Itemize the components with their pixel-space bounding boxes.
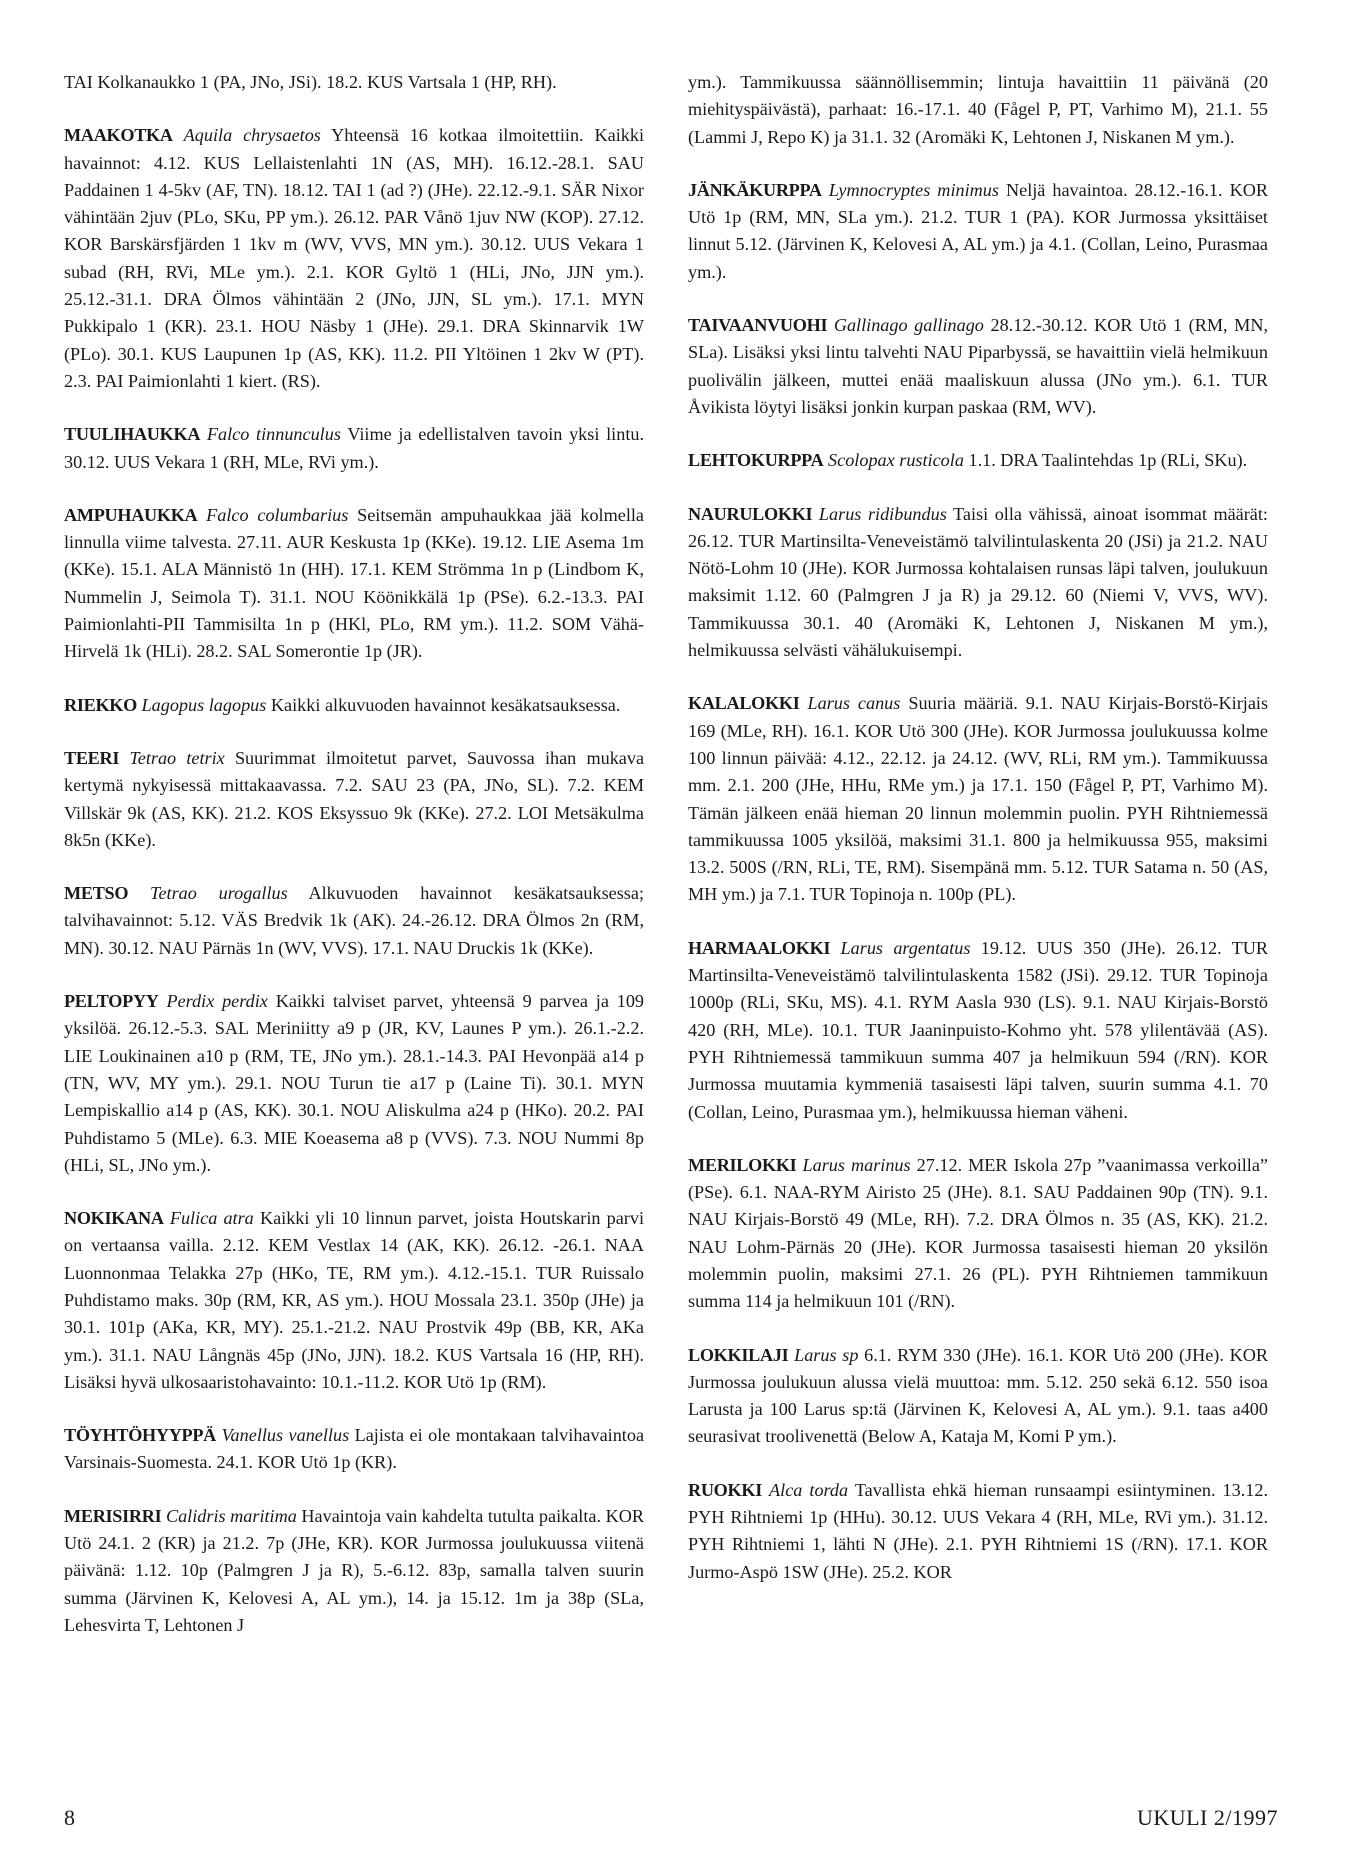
right-column: [688, 69, 1268, 1612]
entry-text: Yhteensä 16 kotkaa ilmoitettiin. Kaikki havainnot: 4.12. KUS Lellaistenlahti 1N (AS, MH). 16.12.-28.1. SAU Paddainen 1 4-5kv (AF, TN). 18.12. TAI 1 (ad ?) (JHe). 22.12.-9.1. SÄR Nixor vähintään 2juv (PLo, SKu, PP ym.). 26.12. PAR Vånö 1juv NW (KOP). 27.12. KOR Barskärsfjärden 1 1kv m (WV, VVS, MN ym.). 30.12. UUS Vekara 1 subad (RH, RVi, MLe ym.). 2.1. KOR Gyltö 1 (HLi, JNo, JJN ym.). 25.12.-31.1. DRA Ölmos vähintään 2 (JNo, JJN, SL ym.). 17.1. MYN Pukkipalo 1 (KR). 23.1. HOU Näsby 1 (JHe). 29.1. DRA Skinnarvik 1W (PLo). 30.1. KUS Laupunen 1p (AS, KK). 11.2. PII Yltöinen 1 2kv W (PT). 2.3. PAI Paimionlahti 1 kiert. (RS).: [64, 125, 645, 391]
entry-text: Suuria määriä. 9.1. NAU Kirjais-Borstö-Kirjais 169 (MLe, RH). 16.1. KOR Utö 300 (JHe). KOR Jurmossa joulukuussa kolme 100 linnun päivää: 4.12., 22.12. ja 24.12. (WV, RLi, RM ym.). Tammikuussa mm. 2.1. 200 (JHe, HHu, RMe ym.) ja 17.1. 150 (Fågel P, PT, Varhimo M). Tämän jälkeen enää hieman 20 linnun molemmin puolin. PYH Rihtniemessä tammikuussa 1005 yksilöä, maksimi 31.1. 800 ja helmikuussa 955, maksimi 13.2. 500S (/RN, RLi, TE, RM). Sisempänä mm. 5.12. TUR Satama n. 50 (AS, MH ym.) ja 7.1. TUR Topinoja n. 100p (PL).: [688, 693, 1269, 905]
scientific-name: Scolopax rusticola: [828, 450, 964, 471]
entry-text: Alkuvuoden havainnot kesäkatsauksessa; talvihavainnot: 5.12. VÄS Bredvik 1k (AK). 24.-26.12. DRA Ölmos 2n (RM, MN). 30.12. NAU Pärnäs 1n (WV, VVS). 17.1. NAU Druckis 1k (KKe).: [64, 883, 645, 958]
entry-text: 1.1. DRA Taalintehdas 1p (RLi, SKu).: [968, 450, 1248, 471]
scientific-name: Gallinago gallinago: [833, 315, 984, 336]
scientific-name: Calidris maritima: [165, 1505, 297, 1526]
scientific-name: Larus sp: [794, 1344, 859, 1365]
scientific-name: Larus argentatus: [840, 937, 971, 958]
scientific-name: Falco columbarius: [206, 504, 349, 525]
entry-lehtokurppa: [688, 447, 1268, 474]
entry-text: 28.12.-30.12. KOR Utö 1 (RM, MN, SLa). Lisäksi yksi lintu talvehti NAU Piparbyssä, se havaittiin vielä helmikuun puolivälin jälkeen, muttei enää maaliskuun alussa (JNo ym.). 6.1. TUR Åvikista löytyi lisäksi jonkin kurpan paskaa (RM, WV).: [688, 315, 1268, 417]
scientific-name: Perdix perdix: [166, 991, 268, 1012]
scientific-name: Fulica atra: [169, 1208, 254, 1229]
entry-continuation: [64, 69, 644, 96]
entry-taivaanvuohi: [688, 312, 1268, 421]
entry-merilokki: [688, 1152, 1268, 1316]
entry-text: Suurimmat ilmoitetut parvet, Sauvossa ihan mukava kertymä nykyisessä mittakaavassa. 7.2. SAU 23 (PA, JNo, SL). 7.2. KEM Villskär 9k (AS, KK). 21.2. KOS Eksyssuo 9k (KKe). 27.2. LOI Metsäkulma 8k5n (KKe).: [64, 747, 645, 850]
entry-teeri: [64, 745, 644, 854]
entry-lokkilaji: [688, 1342, 1268, 1451]
species-name: PELTOPYY: [64, 991, 159, 1012]
entry-text: TAI Kolkanaukko 1 (PA, JNo, JSi). 18.2. KUS Vartsala 1 (HP, RH).: [64, 72, 557, 92]
scientific-name: Tetrao tetrix: [129, 747, 225, 768]
entry-naurulokki: [688, 501, 1268, 665]
entry-text: Kaikki alkuvuoden havainnot kesäkatsauksessa.: [270, 694, 621, 715]
entry-nokikana: [64, 1205, 644, 1396]
species-name: JÄNKÄKURPPA: [688, 179, 822, 200]
entry-text: Kaikki yli 10 linnun parvet, joista Houtskarin parvi on vertaansa vailla. 2.12. KEM Vestlax 14 (AK, KK). 26.12. -26.1. NAA Luonnonmaa Telakka 27p (HKo, TE, RM ym.). 4.12.-15.1. TUR Ruissalo Puhdistamo maks. 30p (RM, KR, AS ym.). HOU Mossala 23.1. 350p (JHe) ja 30.1. 101p (AKa, KR, MY). 25.1.-21.2. NAU Prostvik 49p (BB, KR, AKa ym.). 31.1. NAU Långnäs 45p (JNo, JJN). 18.2. KUS Vartsala 16 (HP, RH). Lisäksi hyvä ulkosaaristohavainto: 10.1.-11.2. KOR Utö 1p (RM).: [64, 1208, 645, 1392]
entry-text: Taisi olla vähissä, ainoat isommat määrät: 26.12. TUR Martinsilta-Veneveistämö talvilintulaskenta 20 (JSi) ja 21.2. NAU Nötö-Lohm 10 (JHe). KOR Jurmossa kohtalaisen runsas läpi talven, joulukuun maksimit 1.12. 60 (Palmgren J ja R) ja 29.12. 60 (Niemi V, VVS, WV). Tammikuussa 30.1. 40 (Aromäki K, Lehtonen J, Niskanen M ym.), helmikuussa selvästi vähälukuisempi.: [688, 503, 1268, 661]
entry-tuulihaukka: [64, 421, 644, 476]
scientific-name: Tetrao urogallus: [150, 883, 288, 904]
entry-toyhtohyyppa: [64, 1422, 644, 1477]
species-name: TAIVAANVUOHI: [688, 315, 828, 336]
scientific-name: Larus canus: [807, 693, 901, 714]
scientific-name: Aquila chrysaetos: [183, 125, 321, 146]
entry-text: 19.12. UUS 350 (JHe). 26.12. TUR Martinsilta-Veneveistämö talvilintulaskenta 1582 (JSi). 29.12. TUR Topinoja 1000p (RLi, SKu, MS). 4.1. RYM Aasla 930 (LS). 9.1. NAU Kirjais-Borstö 420 (RH, MLe). 10.1. TUR Jaaninpuisto-Kohmo yht. 578 ylilentävää (AS). PYH Rihtniemessä tammikuun summa 407 ja helmikuun 594 (/RN). KOR Jurmossa muutamia kymmeniä tasaisesti läpi talven, suurin summa 4.1. 70 (Collan, Leino, Purasmaa ym.), helmikuussa hieman väheni.: [688, 937, 1269, 1122]
species-name: HARMAALOKKI: [688, 937, 831, 958]
species-name: RUOKKI: [688, 1479, 762, 1500]
scientific-name: Lymnocryptes minimus: [828, 179, 999, 200]
entry-text: Kaikki talviset parvet, yhteensä 9 parvea ja 109 yksilöä. 26.12.-5.3. SAL Meriniitty a9 p (JR, KV, Launes P ym.). 26.1.-2.2. LIE Loukinainen a10 p (RM, TE, JNo ym.). 28.1.-14.3. PAI Hevonpää a14 p (TN, WV, MY ym.). 29.1. NOU Turun tie a17 p (Laine Ti). 30.1. MYN Lempiskallio a14 p (AS, KK). 30.1. NOU Aliskulma a24 p (HKo). 20.2. PAI Puhdistamo 5 (MLe). 6.3. MIE Koeasema a8 p (VVS). 7.3. NOU Nummi 8p (HLi, SL, JNo ym.).: [64, 991, 645, 1175]
species-name: LOKKILAJI: [688, 1344, 789, 1365]
page-number: 8: [64, 1805, 75, 1830]
species-name: LEHTOKURPPA: [688, 450, 824, 471]
entry-text: Lajista ei ole montakaan talvihavaintoa Varsinais-Suomesta. 24.1. KOR Utö 1p (KR).: [64, 1425, 645, 1473]
entry-maakotka: [64, 122, 644, 395]
scientific-name: Larus ridibundus: [818, 503, 947, 524]
entry-riekko: [64, 692, 644, 719]
species-name: RIEKKO: [64, 694, 137, 715]
entry-harmaalokki: [688, 935, 1268, 1126]
entry-text: Viime ja edellistalven tavoin yksi lintu. 30.12. UUS Vekara 1 (RH, MLe, RVi ym.).: [64, 424, 645, 472]
entry-text: Tavallista ehkä hieman runsaampi esiintyminen. 13.12. PYH Rihtniemi 1p (HHu). 30.12. UUS Vekara 4 (RH, MLe, RVi ym.). 31.12. PYH Rihtniemi 1, lähti N (JHe). 2.1. PYH Rihtniemi 1S (/RN). 17.1. KOR Jurmo-Aspö 1SW (JHe). 25.2. KOR: [688, 1479, 1268, 1582]
species-name: TEERI: [64, 747, 120, 768]
scientific-name: Lagopus lagopus: [141, 694, 267, 715]
entry-jankakurppa: [688, 177, 1268, 286]
species-name: NAURULOKKI: [688, 503, 813, 524]
journal-issue: UKULI 2/1997: [1136, 1805, 1278, 1830]
species-name: NOKIKANA: [64, 1208, 164, 1229]
entry-text: 6.1. RYM 330 (JHe). 16.1. KOR Utö 200 (JHe). KOR Jurmossa joulukuun alussa vielä muuttoa: mm. 5.12. 250 sekä 6.12. 550 isoa Larusta ja 100 Larus sp:tä (Järvinen K, Kelovesi A, AL ym.). 9.1. taas a400 seurasivat troolivenettä (Below A, Kataja M, Komi P ym.).: [688, 1344, 1269, 1447]
species-name: AMPUHAUKKA: [64, 504, 198, 525]
entry-text: Havaintoja vain kahdelta tutulta paikalta. KOR Utö 24.1. 2 (KR) ja 21.2. 7p (JHe, KR). KOR Jurmossa joulukuussa viitenä päivänä: 1.12. 10p (Palmgren J ja R), 5.-6.12. 83p, samalla talven suurin summa (Järvinen K, Kelovesi A, AL ym.), 14. ja 15.12. 1m ja 38p (SLa, Lehesvirta T, Lehtonen J: [64, 1505, 644, 1635]
species-name: MERILOKKI: [688, 1154, 797, 1175]
species-name: METSO: [64, 883, 129, 904]
scientific-name: Larus marinus: [802, 1154, 911, 1175]
entry-text: ym.). Tammikuussa säännöllisemmin; lintuja havaittiin 11 päivänä (20 miehityspäivästä), parhaat: 16.-17.1. 40 (Fågel P, PT, Varhimo M), 21.1. 55 (Lammi J, Repo K) ja 31.1. 32 (Aromäki K, Lehtonen J, Niskanen M ym.).: [688, 72, 1268, 147]
entry-continuation: [688, 69, 1268, 151]
species-name: TÖYHTÖHYYPPÄ: [64, 1425, 217, 1446]
scientific-name: Falco tinnunculus: [206, 424, 341, 445]
species-name: TUULIHAUKKA: [64, 424, 201, 445]
entry-ampuhaukka: [64, 502, 644, 666]
scientific-name: Vanellus vanellus: [221, 1425, 350, 1446]
left-column: [64, 69, 644, 1665]
entry-text: Seitsemän ampuhaukkaa jää kolmella linnulla viime talvesta. 27.11. AUR Keskusta 1p (KKe). 19.12. LIE Asema 1m (KKe). 15.1. ALA Männistö 1n (HH). 17.1. KEM Strömma 1n p (Lindbom K, Nummelin J, Seimola T). 31.1. NOU Köönikkälä 1p (PSe). 6.2.-13.3. PAI Paimionlahti-PII Tammisilta 1n p (HKl, PLo, RM ym.). 11.2. SOM Vähä-Hirvelä 1k (HLi). 28.2. SAL Somerontie 1p (JR).: [64, 504, 645, 662]
species-name: MERISIRRI: [64, 1505, 162, 1526]
entry-ruokki: [688, 1477, 1268, 1586]
entry-metso: [64, 880, 644, 962]
species-name: MAAKOTKA: [64, 125, 173, 146]
entry-text: Neljä havaintoa. 28.12.-16.1. KOR Utö 1p (RM, MN, SLa ym.). 21.2. TUR 1 (PA). KOR Jurmossa yksittäiset linnut 5.12. (Järvinen K, Kelovesi A, AL ym.) ja 4.1. (Collan, Leino, Purasmaa ym.).: [688, 179, 1268, 282]
entry-merisirri: [64, 1503, 644, 1639]
entry-text: 27.12. MER Iskola 27p ”vaanimassa verkoilla” (PSe). 6.1. NAA-RYM Airisto 25 (JHe). 8.1. SAU Paddainen 90p (TN). 9.1. NAU Kirjais-Borstö 49 (MLe, RH). 7.2. DRA Ölmos n. 35 (AS, KK). 21.2. NAU Lohm-Pärnäs 20 (JHe). KOR Jurmossa tasaisesti hieman 20 yksilön molemmin puolin, maksimi 27.1. 26 (PL). PYH Rihtniemen tammikuun summa 114 ja helmikuun 101 (/RN).: [688, 1154, 1268, 1312]
species-name: KALALOKKI: [688, 693, 800, 714]
entry-kalalokki: [688, 690, 1268, 908]
entry-peltopyy: [64, 988, 644, 1179]
scientific-name: Alca torda: [769, 1479, 849, 1500]
